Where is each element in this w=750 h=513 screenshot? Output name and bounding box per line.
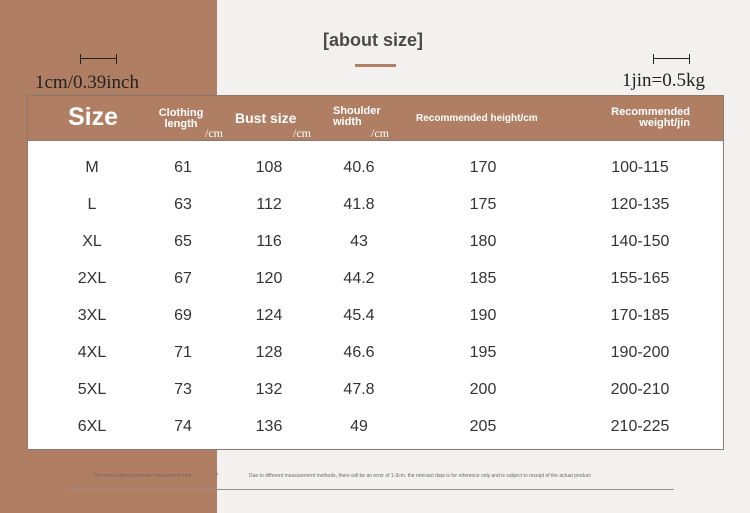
cell-length: 69: [174, 307, 192, 324]
cell-height: 185: [469, 270, 497, 287]
cell-bust: 124: [255, 307, 283, 324]
cell-size: 5XL: [77, 381, 107, 398]
cell-bust: 132: [255, 381, 283, 398]
chevron-right-icon: ›: [216, 471, 219, 478]
cell-bust: 136: [255, 418, 283, 435]
cell-weight: 140-150: [610, 233, 670, 250]
cell-bust: 128: [255, 344, 283, 361]
header-recommended-weight: Recommended weight/jin: [611, 106, 690, 129]
table-row: [28, 149, 723, 186]
cell-bust: 116: [256, 233, 282, 250]
cell-weight: 100-115: [611, 159, 669, 176]
cell-size: 2XL: [77, 270, 107, 287]
ruler-icon: [653, 54, 690, 64]
cell-shoulder: 43: [350, 233, 368, 250]
table-header: [28, 96, 723, 141]
table-row: [28, 223, 723, 260]
cell-size: M: [85, 159, 99, 176]
cell-height: 200: [469, 381, 497, 398]
length-unit-note: 1cm/0.39inch: [35, 72, 139, 93]
table-row: [28, 186, 723, 223]
header-shoulder-width: Shoulder width: [333, 105, 381, 128]
cell-weight: 200-210: [610, 381, 670, 398]
cell-bust: 120: [255, 270, 283, 287]
page-title: [about size]: [322, 30, 423, 50]
ruler-icon: [80, 54, 117, 64]
cell-weight: 190-200: [610, 344, 670, 361]
cell-height: 170: [469, 159, 497, 176]
header-bust-unit: /cm: [293, 126, 311, 140]
weight-unit-note: 1jin=0.5kg: [622, 70, 706, 91]
footnote-left: The above dimensions are measured in kind: [93, 473, 192, 479]
cell-length: 74: [174, 418, 192, 435]
cell-bust: 112: [256, 196, 282, 213]
cell-weight: 170-185: [610, 307, 670, 324]
table-row: [28, 260, 723, 297]
title-underline: [355, 64, 396, 67]
cell-shoulder: 47.8: [343, 381, 375, 398]
table-row: [28, 371, 723, 408]
header-bust-size: Bust size: [235, 110, 297, 126]
header-size: Size: [68, 103, 119, 131]
cell-shoulder: 49: [350, 418, 368, 435]
table-body: [28, 149, 723, 445]
cell-weight: 155-165: [610, 270, 670, 287]
cell-length: 61: [174, 159, 192, 176]
cell-height: 175: [469, 196, 497, 213]
cell-size: 3XL: [77, 307, 107, 324]
cell-shoulder: 40.6: [343, 159, 375, 176]
cell-height: 195: [469, 344, 497, 361]
cell-shoulder: 41.8: [343, 196, 375, 213]
cell-length: 63: [174, 196, 192, 213]
cell-length: 67: [174, 270, 192, 287]
cell-weight: 120-135: [610, 196, 670, 213]
header-shoulder-unit: /cm: [371, 126, 389, 140]
cell-height: 205: [469, 418, 497, 435]
bottom-divider: [70, 489, 674, 490]
cell-height: 180: [469, 233, 497, 250]
table-row: [28, 297, 723, 334]
table-row: [28, 334, 723, 371]
size-table: [27, 95, 724, 450]
header-recommended-height: Recommended height/cm: [416, 113, 538, 124]
cell-length: 71: [174, 344, 192, 361]
cell-bust: 108: [255, 159, 283, 176]
cell-size: 6XL: [77, 418, 107, 435]
cell-length: 73: [174, 381, 192, 398]
footnote-right: Due to different measurement methods, there will be an error of 1-3cm. the relevant data is for reference only and is subject to receipt of the actual product: [249, 473, 591, 479]
cell-weight: 210-225: [610, 418, 670, 435]
cell-shoulder: 44.2: [343, 270, 375, 287]
cell-size: XL: [82, 233, 102, 250]
header-length-unit: /cm: [205, 126, 223, 140]
table-row: [28, 408, 723, 445]
cell-size: L: [87, 196, 97, 213]
cell-shoulder: 46.6: [343, 344, 375, 361]
cell-size: 4XL: [77, 344, 107, 361]
cell-height: 190: [469, 307, 497, 324]
cell-length: 65: [174, 233, 192, 250]
header-clothing-length: Clothing length: [158, 107, 204, 130]
cell-shoulder: 45.4: [343, 307, 375, 324]
